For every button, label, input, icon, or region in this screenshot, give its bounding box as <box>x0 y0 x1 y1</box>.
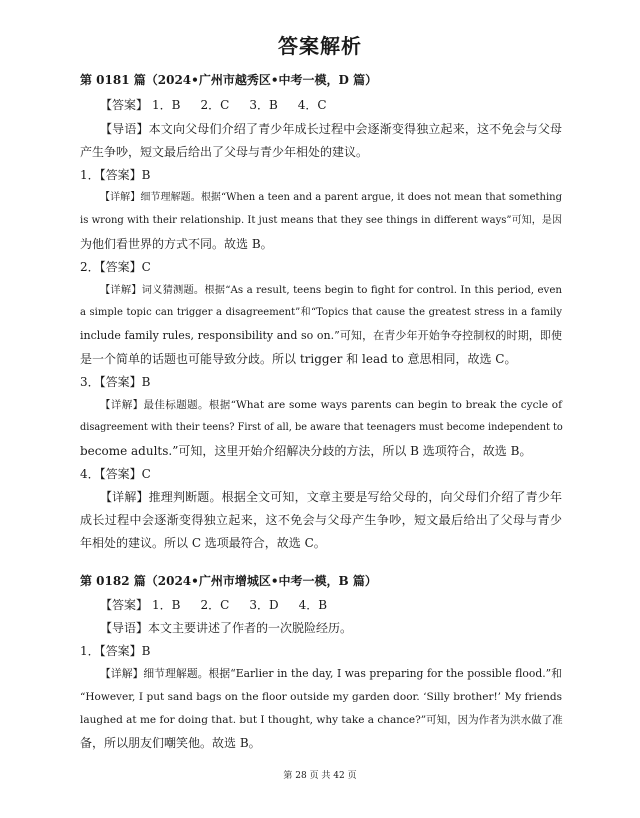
detail-text: become adults.”可知，这里开始介绍解决分歧的方法，所以 B 选项符合，故选 B。 <box>80 444 532 458</box>
detail-text: 【详解】推理判断题。根据全文可知，文章主要是写给父母的，向父母们介绍了青少年 <box>100 490 562 504</box>
answer-item: 3．B <box>249 98 278 112</box>
question-answer: 1．【答案】B <box>80 644 151 658</box>
section-header: 第 0181 篇（2024•广州市越秀区•中考一模，D 篇） <box>80 73 378 87</box>
detail-text: 为他们看世界的方式不同。故选 B。 <box>80 237 273 251</box>
answer-item: 4．C <box>297 98 327 112</box>
page-title: 答案解析 <box>278 34 362 58</box>
question-answer: 2．【答案】C <box>80 260 151 274</box>
detail-text: a simple topic can trigger a disagreement”和“Topics that cause the greatest stress in a family <box>80 307 562 318</box>
detail-text: “However, I put sand bags on the floor outside my garden door. ‘Silly brother!’ My friends <box>80 691 562 703</box>
question-answer: 4．【答案】C <box>80 467 151 481</box>
detail-text: 备，所以朋友们嘲笑他。故选 B。 <box>80 736 261 750</box>
question-answer: 1．【答案】B <box>80 168 151 182</box>
answer-item: 2．C <box>200 98 230 112</box>
answer-key-line <box>100 597 562 613</box>
answer-key-label: 【答案】 <box>100 98 149 112</box>
intro-text: 【导语】本文向父母们介绍了青少年成长过程中会逐渐变得独立起来，这不免会与父母 <box>100 122 562 136</box>
intro-text: 产生争吵，短文最后给出了父母与青少年相处的建议。 <box>80 145 369 159</box>
detail-text: 【详解】细节理解题。根据“Earlier in the day, I was preparing for the possible flood.”和 <box>100 667 562 680</box>
intro-text: 【导语】本文主要讲述了作者的一次脱险经历。 <box>100 621 353 635</box>
answer-item: 4．B <box>298 598 328 612</box>
answer-key-label: 【答案】 <box>100 598 149 612</box>
detail-text: 成长过程中会逐渐变得独立起来，这不免会与父母产生争吵，短文最后给出了父母与青少 <box>80 513 562 527</box>
detail-text: is wrong with their relationship. It just means that they see things in different ways”可知，是因 <box>80 215 562 226</box>
answer-item: 3．D <box>249 598 279 612</box>
detail-text: 年相处的建议。所以 C 选项最符合，故选 C。 <box>80 536 326 550</box>
answer-item: 1．B <box>152 598 181 612</box>
answer-item: 1．B <box>152 98 181 112</box>
answer-key-line <box>100 97 562 113</box>
page-footer: 第 28 页 共 42 页 <box>283 771 357 781</box>
detail-text: 是一个简单的话题也可能导致分歧。所以 trigger 和 lead to 意思相同，故选 C。 <box>80 352 517 366</box>
detail-text: 【详解】词义猜测题。根据“As a result, teens begin to fight for control. In this period, even <box>100 284 562 296</box>
detail-text: include family rules, responsibility and so on.”可知，在青少年开始争夺控制权的时期，即使 <box>80 329 562 342</box>
detail-text: 【详解】最佳标题题。根据“What are some ways parents can begin to break the cycle of <box>100 399 562 411</box>
answer-item: 2．C <box>200 598 230 612</box>
detail-text: 【详解】细节理解题。根据“When a teen and a parent argue, it does not mean that something <box>100 192 562 203</box>
section-header: 第 0182 篇（2024•广州市增城区•中考一模，B 篇） <box>80 574 377 588</box>
question-answer: 3．【答案】B <box>80 375 151 389</box>
detail-text: laughed at me for doing that. but I thought, why take a chance?”可知，因为作者为洪水做了准 <box>80 714 563 726</box>
detail-text: disagreement with their teens? First of all, be aware that teenagers must become independent to <box>80 422 563 433</box>
